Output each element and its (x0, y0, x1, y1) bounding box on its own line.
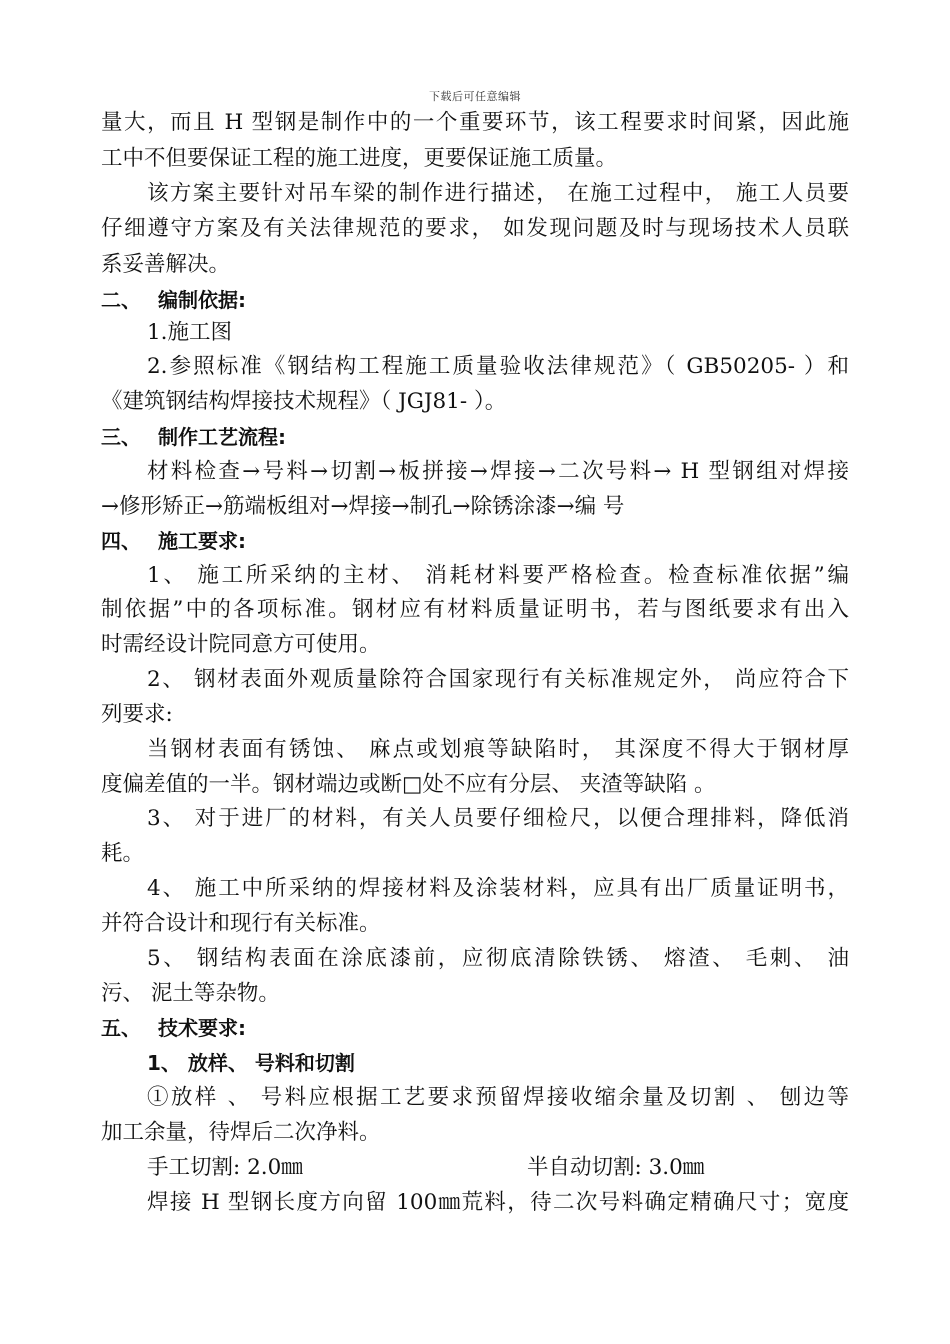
paragraph-line: 焊接 H 型钢长度方向留 100㎜荒料，待二次号料确定精确尺寸；宽度 (147, 1190, 849, 1215)
section-heading (101, 1015, 246, 1041)
section-title: 编制依据: (158, 288, 246, 312)
section-number: 五、 (101, 1016, 141, 1040)
section-number: 三、 (101, 425, 141, 449)
list-item: 2、 钢材表面外观质量除符合国家现行有关标准规定外， 尚应符合下 (147, 667, 849, 692)
list-item: 1.施工图 (147, 320, 233, 345)
section-number: 四、 (101, 529, 141, 553)
header-note: 下载后可任意编辑 (429, 90, 521, 103)
list-item: 5、 钢结构表面在涂底漆前，应彻底清除铁锈、 熔渣、 毛刺、 油 (147, 946, 849, 971)
section-title: 施工要求: (158, 529, 246, 553)
paragraph-line: 仔细遵守方案及有关法律规范的要求， 如发现问题及时与现场技术人员联 (101, 216, 849, 241)
paragraph-line: 度偏差值的一半。钢材端边或断□处不应有分层、 夹渣等缺陷 。 (101, 772, 716, 797)
manual-cut-allowance: 手工切割: 2.0㎜ (147, 1155, 303, 1180)
list-item: 4、 施工中所采纳的焊接材料及涂装材料，应具有出厂质量证明书， (147, 876, 849, 901)
paragraph-line: 加工余量，待焊后二次净料。 (101, 1120, 381, 1145)
paragraph-line: 系妥善解决。 (101, 252, 231, 277)
section-heading (101, 424, 286, 450)
process-flow-line: →修形矫正→筋端板组对→焊接→制孔→除锈涂漆→编 号 (101, 494, 625, 519)
paragraph-line: 工中不但要保证工程的施工进度，更要保证施工质量。 (101, 146, 618, 171)
paragraph-line: 《建筑钢结构焊接技术规程》（ JGJ81- ）。 (101, 389, 507, 414)
section-title: 制作工艺流程: (158, 425, 286, 449)
section-heading (101, 528, 246, 554)
paragraph-line: 该方案主要针对吊车梁的制作进行描述， 在施工过程中， 施工人员要 (147, 181, 849, 206)
section-title: 技术要求: (158, 1016, 246, 1040)
process-flow-line: 材料检查→号料→切割→板拼接→焊接→二次号料→ H 型钢组对焊接 (147, 459, 849, 484)
paragraph-line: 列要求: (101, 702, 173, 727)
paragraph-line: 污、 泥土等杂物。 (101, 981, 280, 1006)
list-item: 2.参照标准《钢结构工程施工质量验收法律规范》（ GB50205- ）和 (147, 354, 849, 379)
paragraph-line: 耗。 (101, 841, 145, 866)
paragraph-line: 并符合设计和现行有关标准。 (101, 911, 381, 936)
paragraph-line: 时需经设计院同意方可使用。 (101, 632, 381, 657)
paragraph-line: 当钢材表面有锈蚀、 麻点或划痕等缺陷时， 其深度不得大于钢材厚 (147, 737, 849, 762)
semi-auto-cut-allowance: 半自动切割: 3.0㎜ (527, 1155, 705, 1180)
list-item: 3、 对于进厂的材料，有关人员要仔细检尺，以便合理排料，降低消 (147, 806, 849, 831)
paragraph-line: ①放样 、 号料应根据工艺要求预留焊接收缩余量及切割 、 刨边等 (147, 1085, 849, 1110)
section-heading (101, 287, 246, 313)
paragraph-line: 量大，而且 H 型钢是制作中的一个重要环节，该工程要求时间紧，因此施 (101, 110, 849, 135)
subsection-heading: 1、 放样、 号料和切割 (147, 1051, 355, 1075)
paragraph-line: 制依据”中的各项标准。钢材应有材料质量证明书，若与图纸要求有出入 (101, 597, 849, 622)
list-item: 1、 施工所采纳的主材、 消耗材料要严格检查。检查标准依据”编 (147, 563, 849, 588)
section-number: 二、 (101, 288, 141, 312)
